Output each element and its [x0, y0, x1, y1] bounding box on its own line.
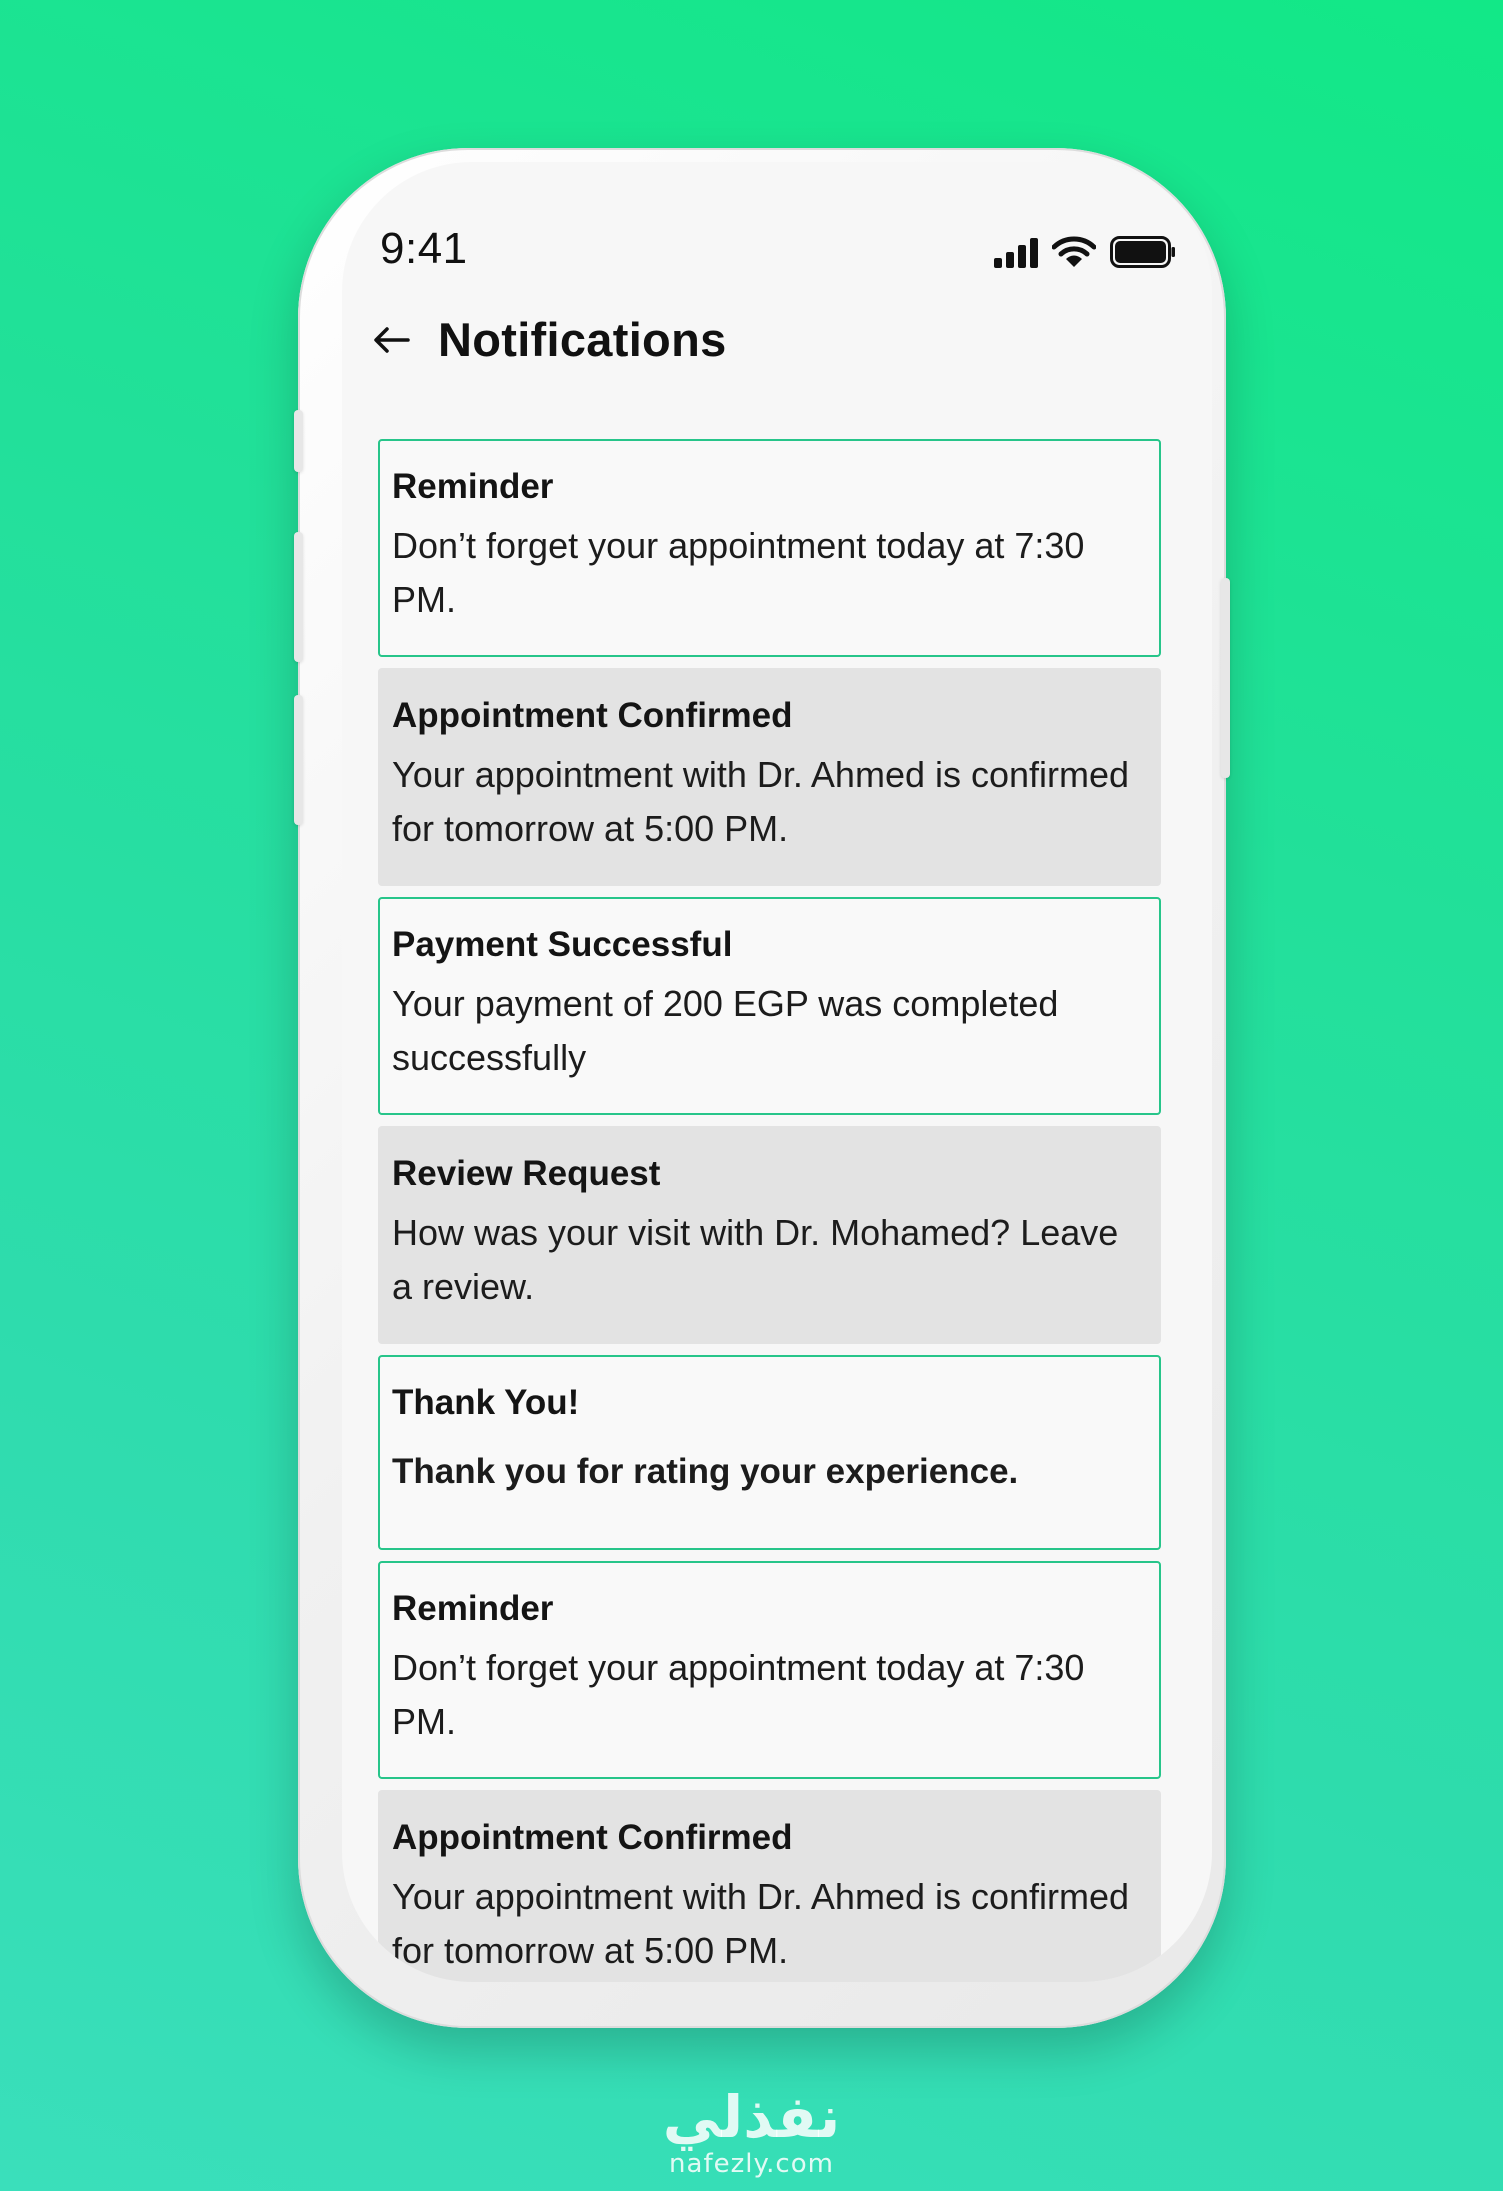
notification-item[interactable]: [378, 1790, 1161, 1982]
notification-body: Don’t forget your appointment today at 7:30 PM.: [392, 525, 1085, 620]
notification-item[interactable]: [378, 439, 1161, 657]
status-time: 9:41: [380, 224, 468, 273]
notification-item[interactable]: [378, 1355, 1161, 1550]
battery-icon: [1110, 236, 1176, 268]
notification-title: Review Request: [392, 1154, 661, 1193]
watermark-logo: [0, 2085, 1503, 2179]
phone-silent-switch: [294, 410, 303, 472]
phone-screen: [342, 162, 1212, 1982]
notification-body: Don’t forget your appointment today at 7:30 PM.: [392, 1647, 1085, 1742]
notification-body: Your payment of 200 EGP was completed successfully: [392, 983, 1059, 1078]
header: [372, 312, 727, 367]
notification-title: Thank You!: [392, 1383, 580, 1422]
notification-title: Reminder: [392, 1589, 554, 1628]
notification-title: Appointment Confirmed: [392, 1818, 793, 1857]
status-icons: [994, 236, 1176, 268]
wifi-icon: [1052, 236, 1096, 268]
phone-volume-up-button: [294, 532, 303, 662]
notification-list: [378, 439, 1161, 1982]
watermark-url: nafezly.com: [669, 2149, 834, 2179]
notification-title: Payment Successful: [392, 925, 733, 964]
phone-power-button: [1221, 578, 1230, 778]
arrow-left-icon[interactable]: [372, 325, 412, 355]
notification-body: Thank you for rating your experience.: [392, 1452, 1019, 1491]
notification-title: Appointment Confirmed: [392, 696, 793, 735]
notification-item[interactable]: [378, 1126, 1161, 1344]
notification-body: Your appointment with Dr. Ahmed is confirmed for tomorrow at 5:00 PM.: [392, 754, 1130, 849]
page-title: Notifications: [438, 313, 727, 366]
notification-body: Your appointment with Dr. Ahmed is confirmed for tomorrow at 5:00 PM.: [392, 1876, 1130, 1971]
notification-title: Reminder: [392, 467, 554, 506]
notification-item[interactable]: [378, 897, 1161, 1115]
notification-item[interactable]: [378, 1561, 1161, 1779]
notification-item[interactable]: [378, 668, 1161, 886]
watermark-arabic: نفذلي: [662, 2083, 841, 2151]
notification-body: How was your visit with Dr. Mohamed? Leave a review.: [392, 1212, 1119, 1307]
signal-icon: [994, 238, 1038, 268]
phone-volume-down-button: [294, 695, 303, 825]
